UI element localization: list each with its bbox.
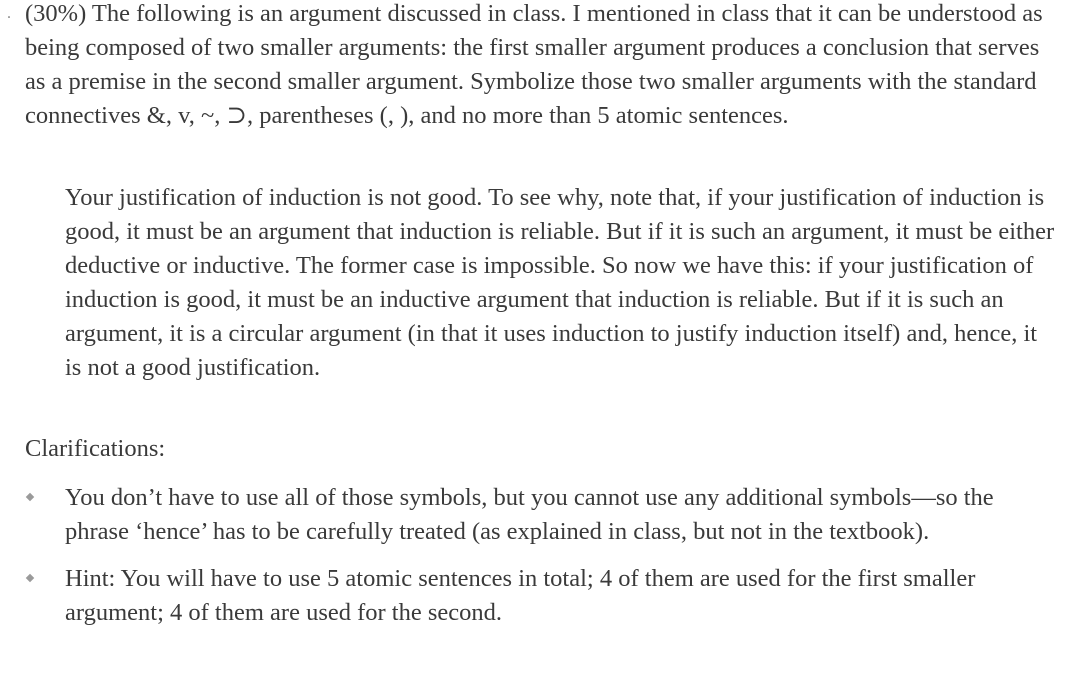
list-item (0, 562, 1025, 630)
diamond-bullet-icon (26, 574, 34, 582)
clarification-text: You don’t have to use all of those symbols, but you cannot use any additional symbols—so the phrase ‘hence’ has to be carefully treated (as explained in class, but not in the textbook). (65, 484, 994, 545)
clarifications-list (0, 481, 1068, 643)
clarifications-heading: Clarifications: (25, 435, 166, 462)
question-paragraph (7, 0, 1055, 133)
list-item (0, 481, 1025, 549)
diamond-bullet-icon (26, 493, 34, 501)
question-text: (30%) The following is an argument discussed in class. I mentioned in class that it can be understood as being composed of two smaller arguments: the first smaller argument produces a conclusion that serves as a premise in the second smaller argument. Symbolize those two smaller arguments with the standard connectives &, v, ~, ⊃, parentheses (, ), and no more than 5 atomic sentences. (25, 0, 1043, 129)
argument-quote: Your justification of induction is not good. To see why, note that, if your justification of induction is good, it must be an argument that induction is reliable. But if it is such an argument, it must be either deductive or inductive. The former case is impossible. So now we have this: if your justification of induction is good, it must be an inductive argument that induction is reliable. But if it is such an argument, it is a circular argument (in that it uses induction to justify induction itself) and, hence, it is not a good justification. (65, 184, 1055, 381)
list-marker: . (7, 5, 11, 22)
clarification-text: Hint: You will have to use 5 atomic sentences in total; 4 of them are used for the first smaller argument; 4 of them are used for the second. (65, 565, 976, 626)
